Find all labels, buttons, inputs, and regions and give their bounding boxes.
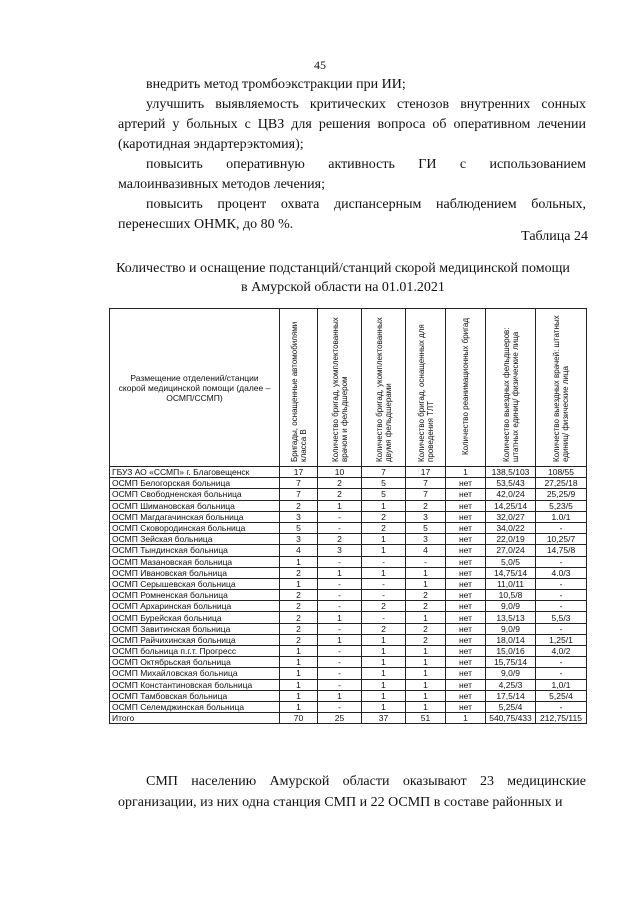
table-cell: 1 xyxy=(406,690,446,701)
table-cell: - xyxy=(536,601,587,612)
table-title-line: Количество и оснащение подстанций/станций скорой медицинской помощи xyxy=(116,261,570,276)
column-header: Количество выездных врачей: штатных единиц/ физические лица xyxy=(536,309,587,467)
table-cell: нет xyxy=(446,623,486,634)
table-cell: 1 xyxy=(406,578,446,589)
table-cell: 70 xyxy=(280,713,318,724)
table-cell: 4,25/3 xyxy=(486,679,536,690)
table-cell: - xyxy=(536,668,587,679)
word: с xyxy=(459,157,467,172)
table-cell: 3 xyxy=(280,534,318,545)
word: повысить xyxy=(146,157,203,172)
table-cell: 14,75/14 xyxy=(486,567,536,578)
page-number: 45 xyxy=(314,58,326,72)
table-cell: - xyxy=(318,701,362,712)
row-label-cell: ГБУЗ АО «ССМП» г. Благовещенск xyxy=(110,467,280,478)
table-cell: 3 xyxy=(318,545,362,556)
table-cell: нет xyxy=(446,478,486,489)
table-cell: 2 xyxy=(280,500,318,511)
table-cell: 18,0/14 xyxy=(486,634,536,645)
table-cell: 1 xyxy=(362,634,406,645)
table-cell: 1 xyxy=(362,545,406,556)
body-text xyxy=(118,75,586,235)
table-cell: 1,0/1 xyxy=(536,679,587,690)
table-title-line: в Амурской области на 01.01.2021 xyxy=(241,280,445,295)
row-label-cell: ОСМП Шимановская больница xyxy=(110,500,280,511)
paragraph-organizations: СМП населению Амурской области оказывают 23 медицинские организации, из них одна станция СМП и 22 ОСМП в составе районных и xyxy=(118,774,586,810)
table-cell: нет xyxy=(446,511,486,522)
table-cell: 7 xyxy=(406,489,446,500)
table-row xyxy=(110,713,587,724)
table-title xyxy=(100,259,586,297)
table-cell: 7 xyxy=(280,478,318,489)
table-cell: 2 xyxy=(362,522,406,533)
table-cell: 7 xyxy=(280,489,318,500)
table-cell: 1 xyxy=(362,534,406,545)
table-cell: 2 xyxy=(362,511,406,522)
table-cell: 2 xyxy=(280,612,318,623)
table-cell: 1 xyxy=(406,668,446,679)
column-header: Количество реанимационных бригад xyxy=(446,309,486,467)
table-cell: нет xyxy=(446,534,486,545)
word: ГИ xyxy=(418,157,437,172)
table-body xyxy=(110,467,587,724)
table-row xyxy=(110,500,587,511)
table-cell: - xyxy=(362,556,406,567)
table-row xyxy=(110,522,587,533)
table-cell: - xyxy=(536,522,587,533)
table-cell: 5,0/5 xyxy=(486,556,536,567)
table-cell: 1,25/1 xyxy=(536,634,587,645)
table-cell: 32,0/27 xyxy=(486,511,536,522)
table-cell: 15,75/14 xyxy=(486,657,536,668)
paragraph-activity-tail: малоинвазивных методов лечения; xyxy=(118,177,325,192)
column-header: Бригады, оснащенные автомобилями класса В xyxy=(280,309,318,467)
table-cell: - xyxy=(318,590,362,601)
table-cell: 15,0/16 xyxy=(486,646,536,657)
row-label-cell: ОСМП Серышевская больница xyxy=(110,578,280,589)
table-cell: 1 xyxy=(406,567,446,578)
table-cell: нет xyxy=(446,590,486,601)
table-cell: 5,25/4 xyxy=(536,690,587,701)
table-cell: нет xyxy=(446,556,486,567)
table-cell: нет xyxy=(446,567,486,578)
table-row xyxy=(110,567,587,578)
table-cell: 2 xyxy=(318,489,362,500)
table-cell: 17 xyxy=(280,467,318,478)
table-cell: 4,0/2 xyxy=(536,646,587,657)
table-cell: 37 xyxy=(362,713,406,724)
table-cell: 1 xyxy=(318,500,362,511)
table-cell: 17 xyxy=(406,467,446,478)
table-cell: 9,0/9 xyxy=(486,623,536,634)
table-cell: 51 xyxy=(406,713,446,724)
table-row xyxy=(110,668,587,679)
table-cell: - xyxy=(318,511,362,522)
table-cell: - xyxy=(362,612,406,623)
table-cell: 138,5/103 xyxy=(486,467,536,478)
table-label: Таблица 24 xyxy=(521,229,588,244)
table-cell: 9,0/9 xyxy=(486,601,536,612)
ambulance-stations-table xyxy=(109,308,587,724)
table-cell: - xyxy=(318,657,362,668)
table-cell: 2 xyxy=(318,534,362,545)
table-cell: 2 xyxy=(318,478,362,489)
table-cell: 1 xyxy=(362,567,406,578)
paragraph-stenosis: улучшить выявляемость критических стенозов внутренних сонных артерий у больных с ЦВЗ для решения вопроса об оперативном лечении (каротидная эндартерэктомия); xyxy=(118,97,586,152)
table-cell: - xyxy=(318,556,362,567)
row-label-cell: ОСМП Тамбовская больница xyxy=(110,690,280,701)
table-row xyxy=(110,578,587,589)
table-cell: 1 xyxy=(406,612,446,623)
table-cell: нет xyxy=(446,489,486,500)
table-header-row xyxy=(110,309,587,467)
table-cell: 3 xyxy=(406,511,446,522)
row-label-cell: ОСМП Свободненская больница xyxy=(110,489,280,500)
table-cell: 5 xyxy=(280,522,318,533)
table-cell: 1 xyxy=(362,646,406,657)
row-label-cell: ОСМП Архаринская больница xyxy=(110,601,280,612)
table-row xyxy=(110,634,587,645)
table-cell: 1 xyxy=(318,690,362,701)
table-cell: 7 xyxy=(362,467,406,478)
table-row xyxy=(110,478,587,489)
table-cell: - xyxy=(318,679,362,690)
table-cell: 42,0/24 xyxy=(486,489,536,500)
table-cell: 212,75/115 xyxy=(536,713,587,724)
table-cell: 2 xyxy=(280,634,318,645)
word: оперативную xyxy=(226,157,305,172)
table-cell: нет xyxy=(446,701,486,712)
row-label-cell: ОСМП Бурейская больница xyxy=(110,612,280,623)
table-row xyxy=(110,701,587,712)
table-cell: 1 xyxy=(446,713,486,724)
column-header: Количество бригад, укомплектованных двумя фельдшерами xyxy=(362,309,406,467)
table-cell: 5,5/3 xyxy=(536,612,587,623)
column-header: Количество бригад, оснащенных для проведения ТЛТ xyxy=(406,309,446,467)
row-label-cell: ОСМП Завитинская больница xyxy=(110,623,280,634)
table-cell: нет xyxy=(446,679,486,690)
table-cell: 1 xyxy=(362,690,406,701)
row-label-cell: ОСМП больница п.г.т. Прогресс xyxy=(110,646,280,657)
row-label-cell: ОСМП Октябрьская больница xyxy=(110,657,280,668)
table-cell: 4.0/3 xyxy=(536,567,587,578)
table-cell: 7 xyxy=(406,478,446,489)
table-cell: 1 xyxy=(406,657,446,668)
row-label-cell: ОСМП Тындинская больница xyxy=(110,545,280,556)
table-cell: 1 xyxy=(406,679,446,690)
table-row xyxy=(110,646,587,657)
table-cell: 10,5/8 xyxy=(486,590,536,601)
table-cell: нет xyxy=(446,601,486,612)
table-row xyxy=(110,556,587,567)
row-label-cell: ОСМП Константиновская больница xyxy=(110,679,280,690)
table-cell: 25,25/9 xyxy=(536,489,587,500)
table-row xyxy=(110,489,587,500)
table-row xyxy=(110,601,587,612)
table-cell: 17,5/14 xyxy=(486,690,536,701)
table-cell: 2 xyxy=(406,634,446,645)
table-cell: 2 xyxy=(406,623,446,634)
row-label-cell: ОСМП Райчихинская больница xyxy=(110,634,280,645)
table-cell: 11,0/11 xyxy=(486,578,536,589)
table-cell: 14,25/14 xyxy=(486,500,536,511)
table-cell: 2 xyxy=(280,601,318,612)
table-cell: 1 xyxy=(280,690,318,701)
table-cell: - xyxy=(318,601,362,612)
table-cell: 27,25/18 xyxy=(536,478,587,489)
table-cell: 3 xyxy=(280,511,318,522)
table-row xyxy=(110,612,587,623)
table-cell: - xyxy=(362,590,406,601)
table-cell: нет xyxy=(446,668,486,679)
table-row xyxy=(110,690,587,701)
table-cell: 2 xyxy=(406,500,446,511)
table-cell: 4 xyxy=(280,545,318,556)
table-cell: нет xyxy=(446,634,486,645)
table-row xyxy=(110,623,587,634)
table-cell: - xyxy=(536,590,587,601)
row-label-cell: ОСМП Ромненская больница xyxy=(110,590,280,601)
table-cell: 5 xyxy=(362,478,406,489)
table-cell: 1 xyxy=(362,657,406,668)
table-cell: 5 xyxy=(362,489,406,500)
column-header: Количество выездных фельдшеров: штатных единиц/ физические лица xyxy=(486,309,536,467)
table-cell: 2 xyxy=(280,590,318,601)
table-cell: 10,25/7 xyxy=(536,534,587,545)
word: использованием xyxy=(489,157,586,172)
table-cell: 2 xyxy=(280,623,318,634)
table-cell: нет xyxy=(446,500,486,511)
row-label-cell: ОСМП Зейская больница xyxy=(110,534,280,545)
paragraph-activity-line xyxy=(118,155,586,175)
table-cell: 1 xyxy=(280,679,318,690)
table-cell: 1 xyxy=(318,634,362,645)
table-cell: - xyxy=(318,578,362,589)
table-cell: 13,5/13 xyxy=(486,612,536,623)
table-cell: - xyxy=(536,556,587,567)
table-cell: 53,5/43 xyxy=(486,478,536,489)
row-label-cell: ОСМП Сковородинская больница xyxy=(110,522,280,533)
table-cell: 25 xyxy=(318,713,362,724)
table-cell: - xyxy=(362,578,406,589)
table-cell: 1 xyxy=(280,578,318,589)
table-cell: 27,0/24 xyxy=(486,545,536,556)
table-cell: 5 xyxy=(406,522,446,533)
table-row xyxy=(110,679,587,690)
row-label-cell: ОСМП Михайловская больница xyxy=(110,668,280,679)
table-cell: 2 xyxy=(362,601,406,612)
table-cell: - xyxy=(318,646,362,657)
table-cell: 22,0/19 xyxy=(486,534,536,545)
table-cell: 1 xyxy=(362,500,406,511)
table-row xyxy=(110,511,587,522)
table-cell: 108/55 xyxy=(536,467,587,478)
table-cell: 14,75/8 xyxy=(536,545,587,556)
row-label-cell: ОСМП Магдагачинская больница xyxy=(110,511,280,522)
table-cell: 34,0/22 xyxy=(486,522,536,533)
table-cell: 1 xyxy=(362,701,406,712)
table-cell: 1 xyxy=(318,612,362,623)
column-header: Количество бригад, укомплектованных врачом и фельдшером xyxy=(318,309,362,467)
bottom-text xyxy=(118,771,586,813)
table-cell: 3 xyxy=(406,534,446,545)
row-label-cell: ОСМП Селемджинская больница xyxy=(110,701,280,712)
row-label-cell: ОСМП Белогорская больница xyxy=(110,478,280,489)
table-cell: 5,23/5 xyxy=(536,500,587,511)
table-cell: - xyxy=(406,556,446,567)
table-cell: 1 xyxy=(280,556,318,567)
table-cell: нет xyxy=(446,578,486,589)
table-cell: нет xyxy=(446,612,486,623)
table-cell: нет xyxy=(446,657,486,668)
table-cell: 1 xyxy=(280,701,318,712)
table-cell: нет xyxy=(446,646,486,657)
column-header: Размещение отделений/станции скорой медицинской помощи (далее – ОСМП/ССМП) xyxy=(110,309,280,467)
table-cell: 2 xyxy=(406,601,446,612)
row-label-cell: Итого xyxy=(110,713,280,724)
table-cell: 2 xyxy=(406,590,446,601)
paragraph-dispensary: повысить процент охвата диспансерным наблюдением больных, перенесших ОНМК, до 80 %. xyxy=(118,197,586,232)
table-cell: 1 xyxy=(446,467,486,478)
table-cell: - xyxy=(536,623,587,634)
table-cell: - xyxy=(536,701,587,712)
table-cell: 540,75/433 xyxy=(486,713,536,724)
table-cell: - xyxy=(318,522,362,533)
table-cell: нет xyxy=(446,522,486,533)
table-cell: - xyxy=(536,578,587,589)
row-label-cell: ОСМП Ивановская больница xyxy=(110,567,280,578)
paragraph-thrombectomy: внедрить метод тромбоэкстракции при ИИ; xyxy=(146,77,406,92)
table-row xyxy=(110,657,587,668)
table-row xyxy=(110,467,587,478)
table-cell: 4 xyxy=(406,545,446,556)
table-cell: 5,25/4 xyxy=(486,701,536,712)
word: активность xyxy=(328,157,395,172)
table-cell: нет xyxy=(446,690,486,701)
table-cell: 10 xyxy=(318,467,362,478)
table-cell: 2 xyxy=(362,623,406,634)
table-cell: 1 xyxy=(406,646,446,657)
table-cell: 1.0/1 xyxy=(536,511,587,522)
row-label-cell: ОСМП Мазановская больница xyxy=(110,556,280,567)
table-cell: 9,0/9 xyxy=(486,668,536,679)
table-cell: 1 xyxy=(406,701,446,712)
table-cell: 1 xyxy=(318,567,362,578)
table-cell: 1 xyxy=(280,657,318,668)
table-cell: 1 xyxy=(280,668,318,679)
table-cell: 2 xyxy=(280,567,318,578)
table-row xyxy=(110,590,587,601)
table-row xyxy=(110,545,587,556)
table-cell: 1 xyxy=(362,668,406,679)
table-cell: - xyxy=(318,668,362,679)
table-cell: - xyxy=(318,623,362,634)
table-row xyxy=(110,534,587,545)
table-cell: - xyxy=(536,657,587,668)
table-cell: 1 xyxy=(362,679,406,690)
table-cell: нет xyxy=(446,545,486,556)
table-cell: 1 xyxy=(280,646,318,657)
